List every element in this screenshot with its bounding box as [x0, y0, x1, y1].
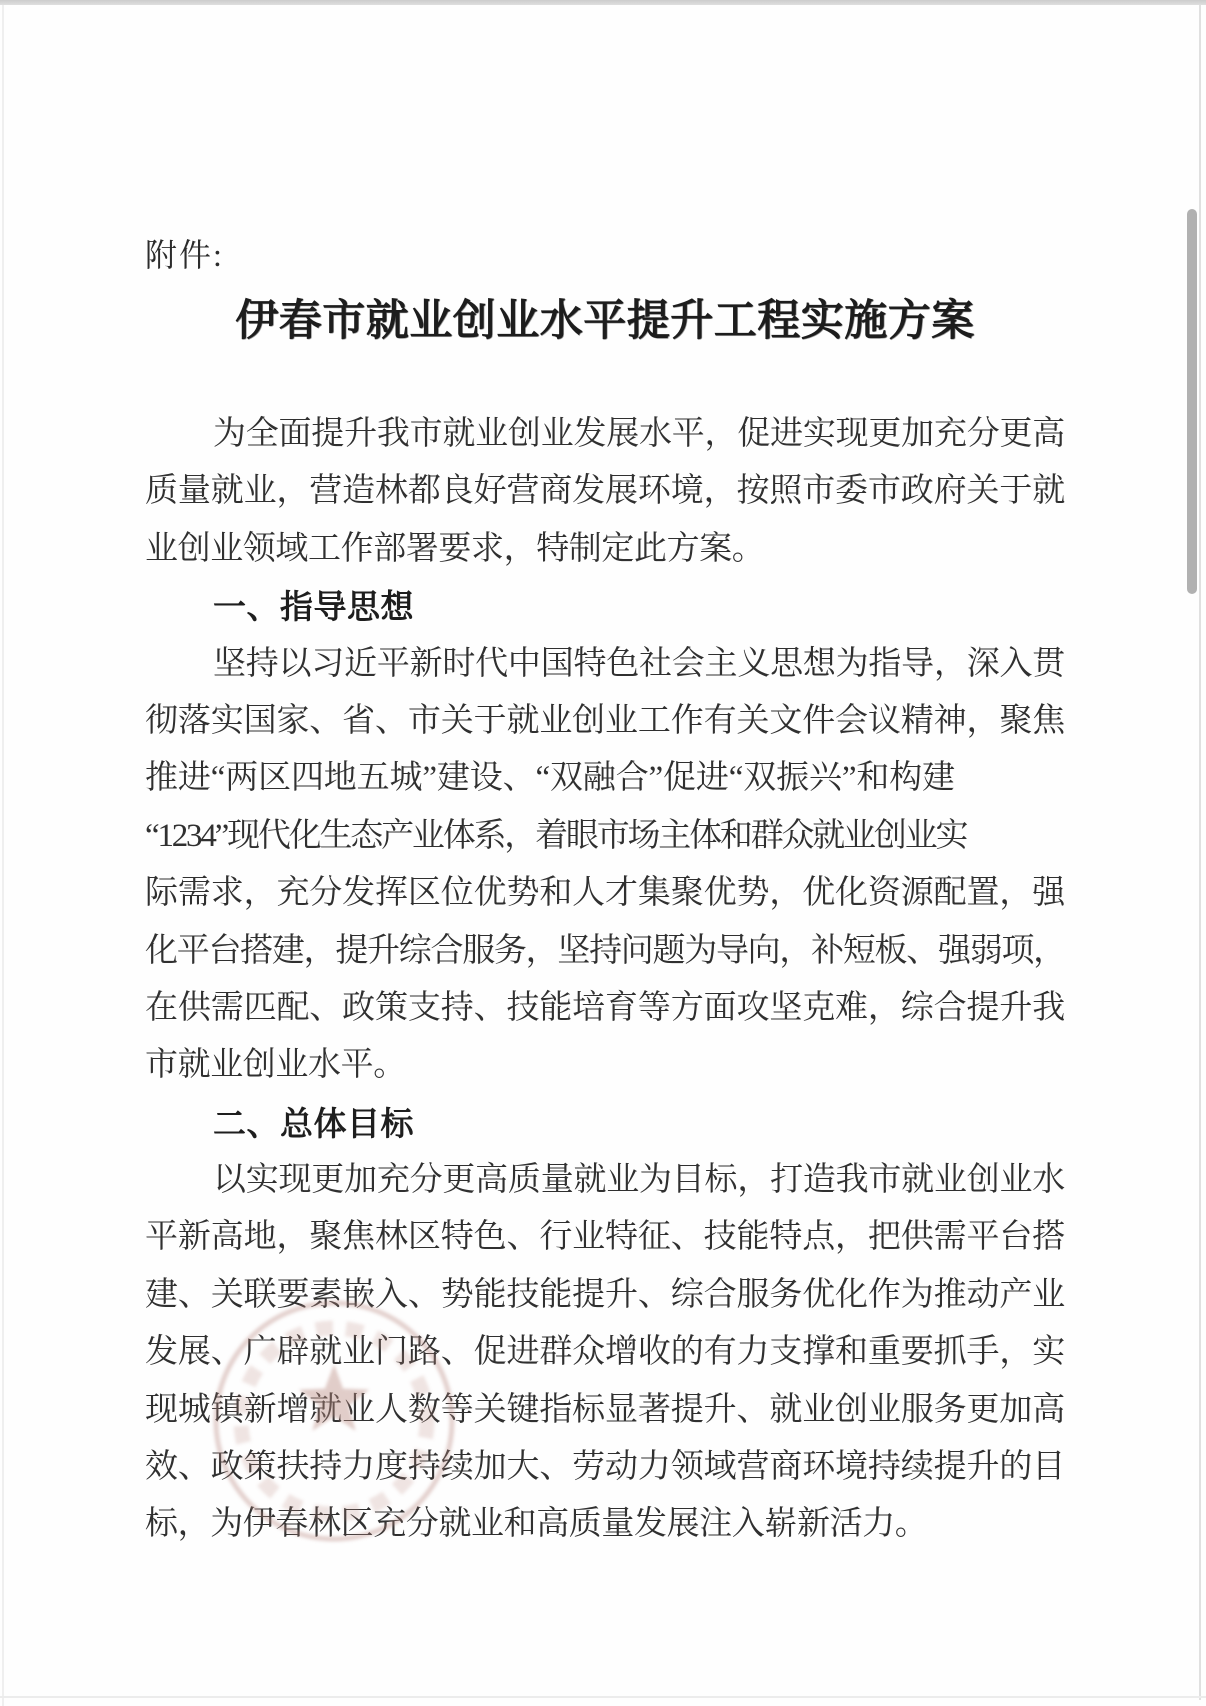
text-line: 现城镇新增就业人数等关键指标显著提升、就业创业服务更加高: [145, 1391, 1066, 1428]
document-title: 伊春市就业创业水平提升工程实施方案: [235, 298, 975, 345]
page-bottom-edge-line: [0, 1696, 1206, 1698]
text-line: 坚持以习近平新时代中国特色社会主义思想为指导，深入贯: [213, 645, 1066, 682]
text-line: “1234”现代化生态产业体系，着眼市场主体和群众就业创业实: [145, 817, 967, 854]
text-line: 标，为伊春林区充分就业和高质量发展注入崭新活力。: [145, 1506, 928, 1543]
text-line: 推进“两区四地五城”建设、“双融合”促进“双振兴”和构建: [145, 760, 955, 797]
text-line: 以实现更加充分更高质量就业为目标，打造我市就业创业水: [213, 1162, 1066, 1199]
page-left-edge-line: [2, 5, 4, 1706]
text-line: 发展、广辟就业门路、促进群众增收的有力支撑和重要抓手，实: [145, 1334, 1066, 1371]
text-line: 为全面提升我市就业创业发展水平，促进实现更加充分更高: [213, 416, 1066, 452]
scrollbar-thumb[interactable]: [1187, 209, 1197, 594]
text-line: 建、关联要素嵌入、势能技能提升、综合服务优化作为推动产业: [145, 1276, 1066, 1313]
text-line: 质量就业，营造林都良好营商发展环境，按照市委市政府关于就: [145, 473, 1066, 510]
text-line: 效、政策扶持力度持续加大、劳动力领域营商环境持续提升的目: [145, 1449, 1066, 1486]
attachment-label: 附件:: [145, 237, 224, 273]
section-heading: 一、指导思想: [213, 588, 414, 626]
section-heading: 二、总体目标: [213, 1104, 414, 1142]
viewer-top-edge: [0, 0, 1206, 5]
text-line: 彻落实国家、省、市关于就业创业工作有关文件会议精神，聚焦: [145, 702, 1066, 739]
text-line: 化平台搭建，提升综合服务，坚持问题为导向，补短板、强弱项，: [145, 932, 1065, 969]
page-right-edge-line: [1199, 5, 1201, 1700]
text-line: 际需求，充分发挥区位优势和人才集聚优势，优化资源配置，强: [145, 875, 1066, 912]
document-body: [145, 406, 1065, 1554]
text-line: 业创业领域工作部署要求，特制定此方案。: [145, 530, 765, 567]
text-line: 在供需匹配、政策支持、技能培育等方面攻坚克难，综合提升我: [145, 989, 1066, 1026]
text-line: 平新高地，聚焦林区特色、行业特征、技能特点，把供需平台搭: [145, 1219, 1066, 1256]
text-line: 市就业创业水平。: [145, 1047, 406, 1084]
